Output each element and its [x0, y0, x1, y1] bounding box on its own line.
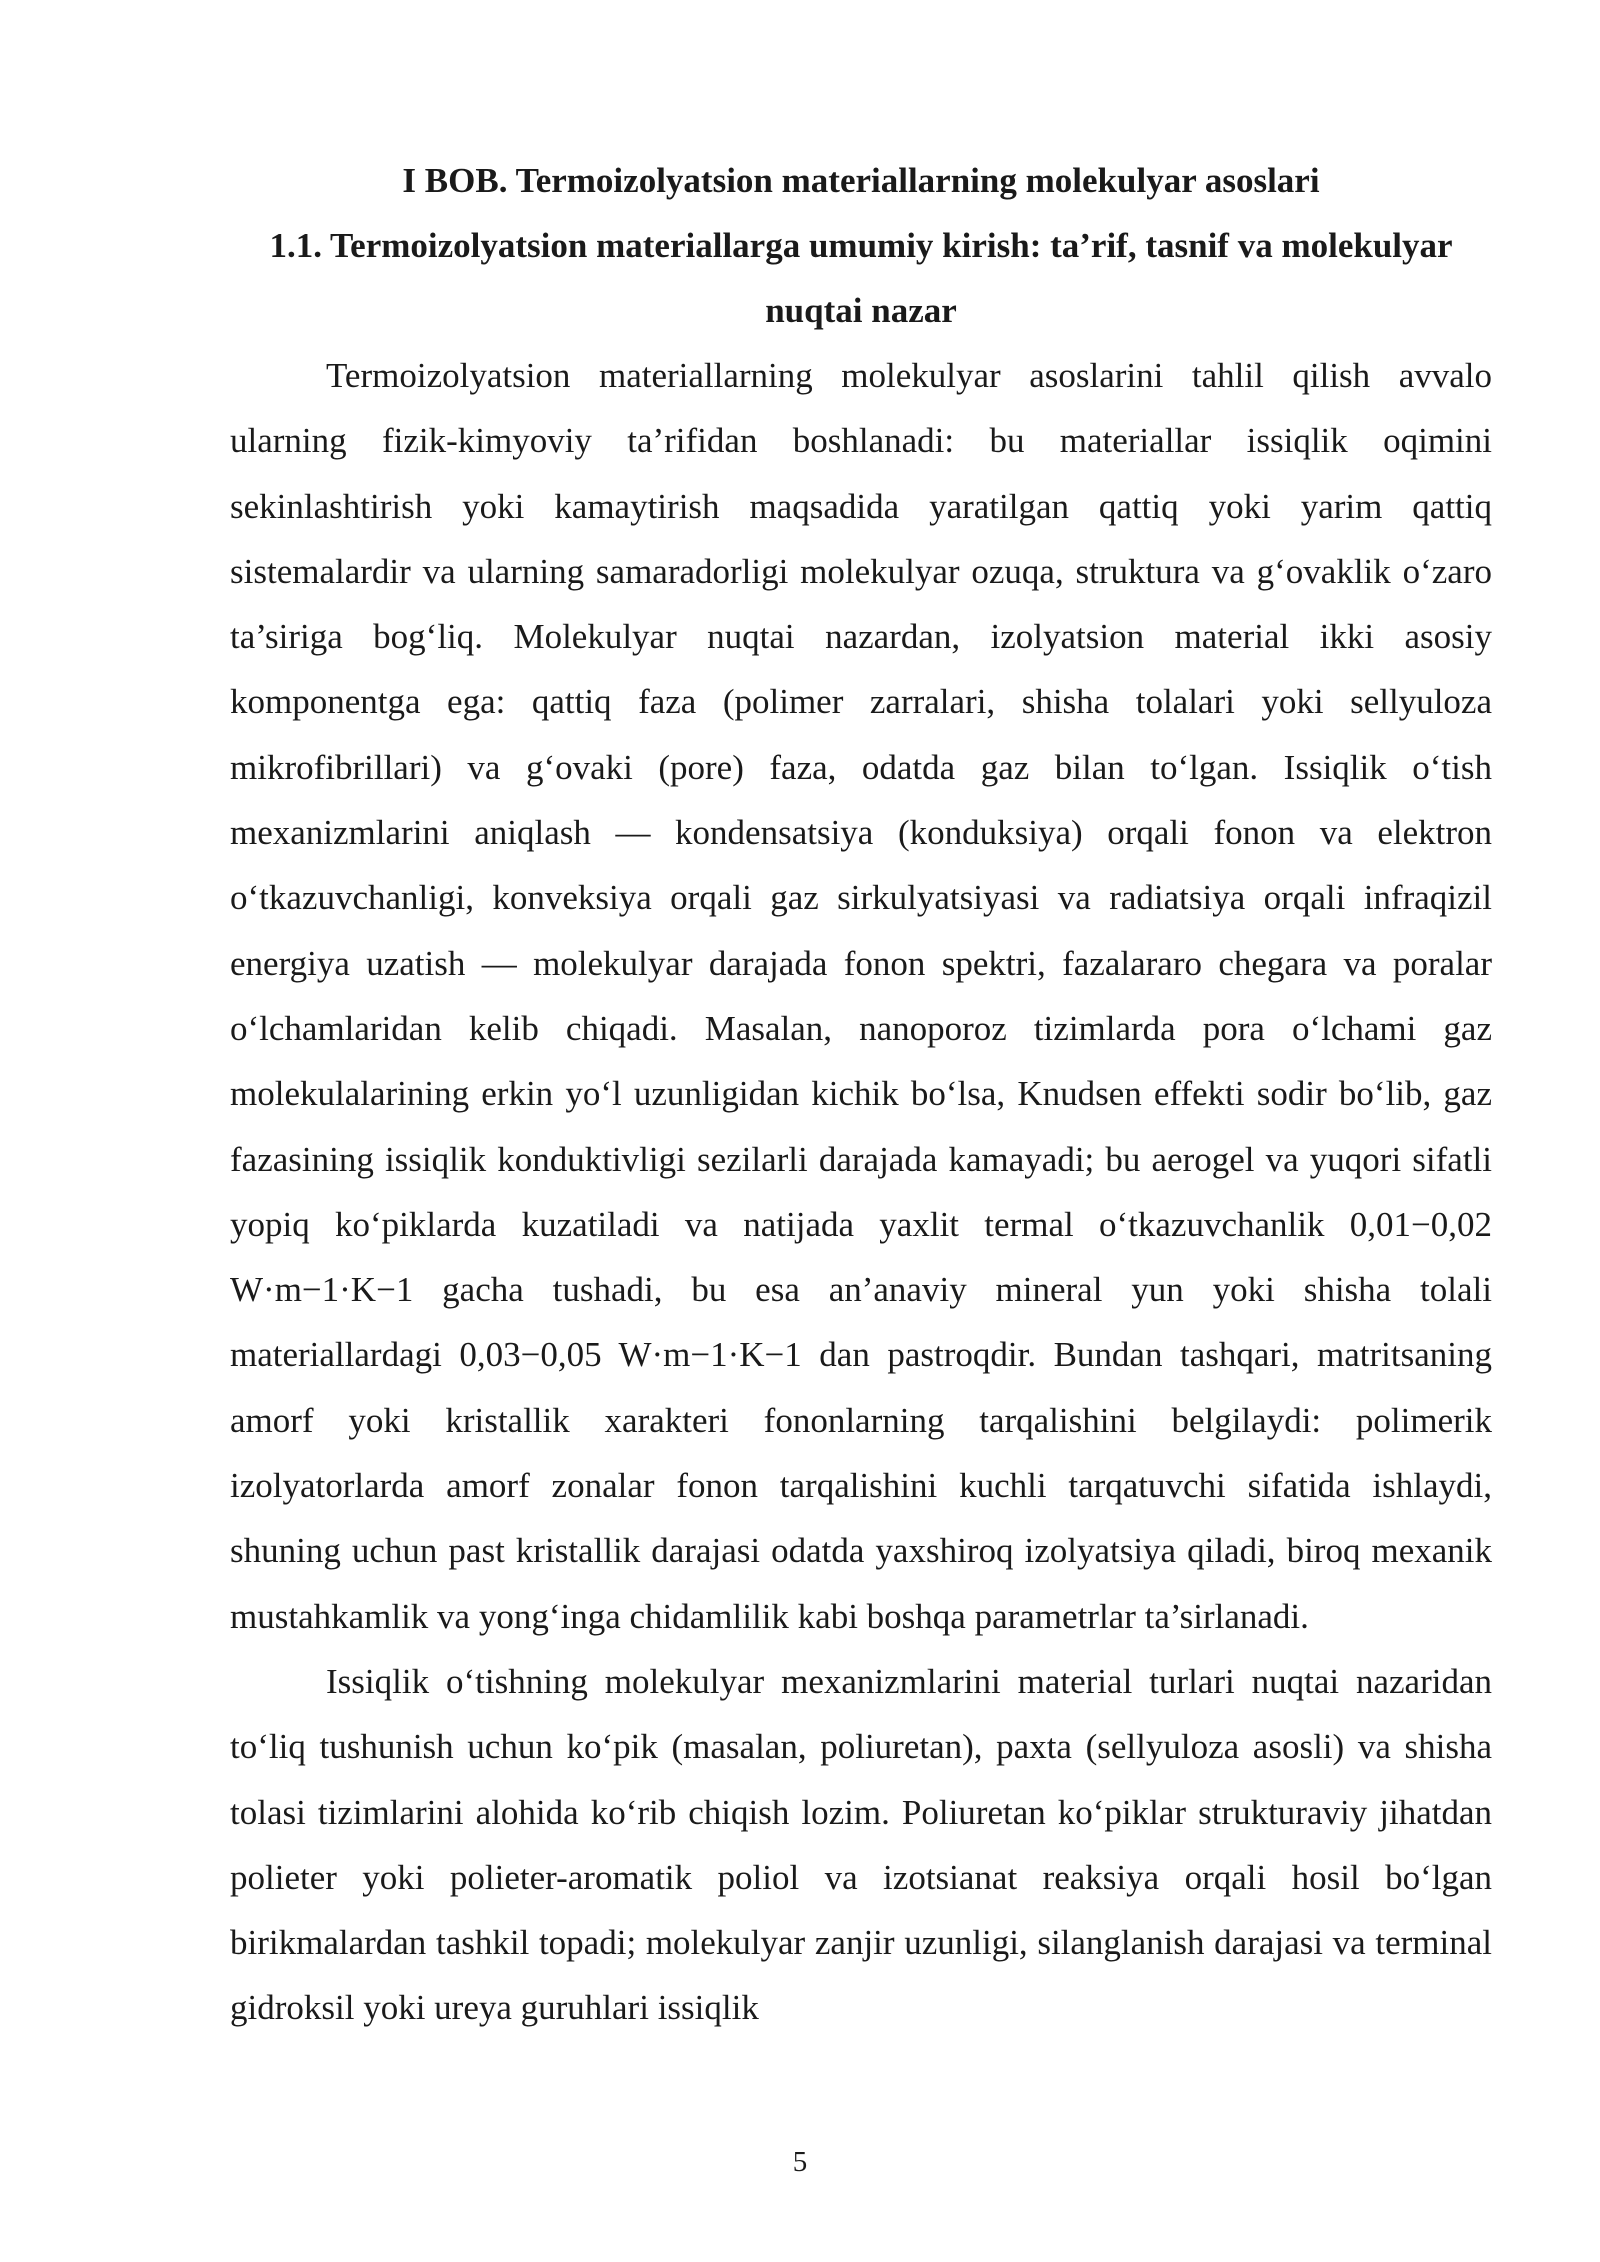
chapter-title: I BOB. Termoizolyatsion materiallarning molekulyar asoslari: [402, 161, 1320, 200]
body-paragraph-2: Issiqlik o‘tishning molekulyar mexanizmlarini material turlari nuqtai nazaridan to‘liq tushunish uchun ko‘pik (masalan, poliuretan), paxta (sellyuloza asosli) va shisha tolasi tizimlarini alohida ko‘rib chiqish lozim. Poliuretan ko‘piklar strukturaviy jihatdan polieter yoki polieter-aromatik poliol va izotsianat reaksiya orqali hosil bo‘lgan birikmalardan tashkil topadi; molekulyar zanjir uzunligi, silanglanish darajasi va terminal gidroksil yoki ureya guruhlari issiqlik: [230, 1661, 1492, 2028]
page-number: 5: [792, 2146, 808, 2178]
page-body: [230, 148, 1492, 2041]
body-paragraph-1: Termoizolyatsion materiallarning molekulyar asoslarini tahlil qilish avvalo ularning fizik-kimyoviy ta’rifidan boshlanadi: bu materiallar issiqlik oqimini sekinlashtirish yoki kamaytirish maqsadida yaratilgan qattiq yoki yarim qattiq sistemalardir va ularning samaradorligi molekulyar ozuqa, struktura va g‘ovaklik o‘zaro ta’siriga bog‘liq. Molekulyar nuqtai nazardan, izolyatsion material ikki asosiy komponentga ega: qattiq faza (polimer zarralari, shisha tolalari yoki sellyuloza mikrofibrillari) va g‘ovaki (pore) faza, odatda gaz bilan to‘lgan. Issiqlik o‘tish mexanizmlarini aniqlash — kondensatsiya (konduksiya) orqali fonon va elektron o‘tkazuvchanligi, konveksiya orqali gaz sirkulyatsiyasi va radiatsiya orqali infraqizil energiya uzatish — molekulyar darajada fonon spektri, fazalararo chegara va poralar o‘lchamlaridan kelib chiqadi. Masalan, nanoporoz tizimlarda pora o‘lchami gaz molekulalarining erkin yo‘l uzunligidan kichik bo‘lsa, Knudsen effekti sodir bo‘lib, gaz fazasining issiqlik konduktivligi sezilarli darajada kamayadi; bu aerogel va yuqori sifatli yopiq ko‘piklarda kuzatiladi va natijada yaxlit termal o‘tkazuvchanlik 0,01−0,02 W·m−1·K−1 gacha tushadi, bu esa an’anaviy mineral yun yoki shisha tolali materiallardagi 0,03−0,05 W·m−1·K−1 dan pastroqdir. Bundan tashqari, matritsaning amorf yoki kristallik xarakteri fononlarning tarqalishini belgilaydi: polimerik izolyatorlarda amorf zonalar fonon tarqalishini kuchli tarqatuvchi sifatida ishlaydi, shuning uchun past kristallik darajasi odatda yaxshiroq izolyatsiya qiladi, biroq mexanik mustahkamlik va yong‘inga chidamlilik kabi boshqa parametrlar ta’sirlanadi.: [230, 356, 1492, 1636]
section-title: 1.1. Termoizolyatsion materiallarga umumiy kirish: ta’rif, tasnif va molekulyar nuqtai nazar: [269, 226, 1453, 330]
